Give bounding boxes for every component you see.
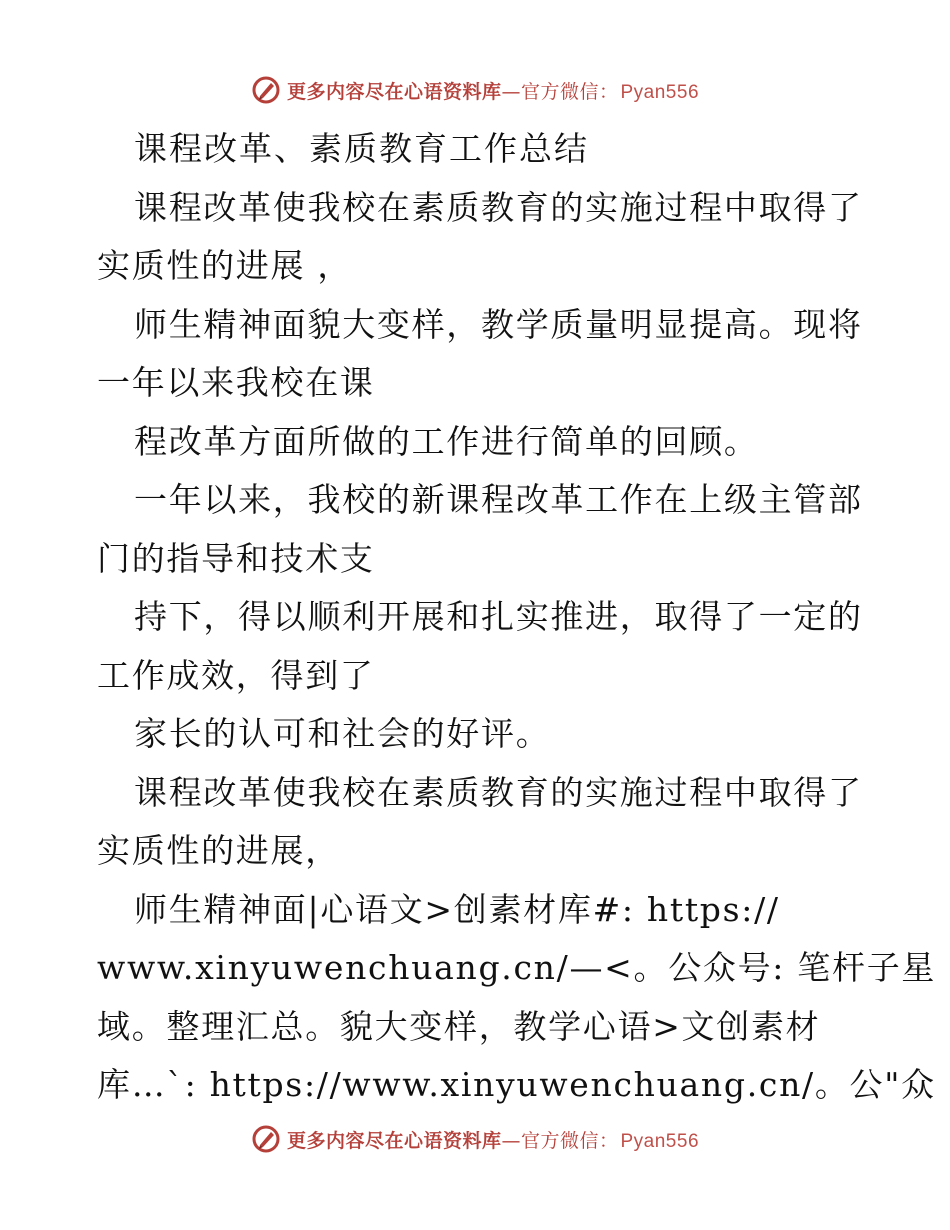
watermark-dash: — xyxy=(501,1129,521,1152)
watermark-wechat-label: 官方微信： xyxy=(520,1129,619,1152)
text-line: 一年以来，我校的新课程改革工作在上级主管部 xyxy=(134,480,863,519)
watermark-text xyxy=(287,1126,699,1153)
footer-watermark xyxy=(0,1122,950,1156)
text-line: 师生精神面|心语文>创素材库#: https:// xyxy=(134,889,780,929)
watermark-wechat-label: 官方微信： xyxy=(520,80,619,103)
text-line: 持下，得以顺利开展和扎实推进，取得了一定的 xyxy=(134,597,863,636)
text-line: 一年以来我校在课 xyxy=(97,363,375,402)
watermark-dash: — xyxy=(501,80,521,103)
watermark-brand: 更多内容尽在心语资料库 xyxy=(286,80,502,103)
watermark-wechat-id: Pyan556 xyxy=(620,81,700,103)
text-line: 域。整理汇总。貌大变样，教学心语>文创素材 xyxy=(97,1006,821,1046)
text-line: 库…`: https://www.xinyuwenchuang.cn/。公"众 xyxy=(97,1065,936,1104)
watermark-brand: 更多内容尽在心语资料库 xyxy=(286,1129,502,1152)
watermark-wechat-id: Pyan556 xyxy=(620,1130,700,1152)
text-line: 实质性的进展， xyxy=(97,831,340,870)
text-line: 工作成效，得到了 xyxy=(97,655,375,695)
document-title: 课程改革、素质教育工作总结 xyxy=(134,129,589,168)
pen-logo-icon xyxy=(251,1124,281,1154)
text-line: 课程改革使我校在素质教育的实施过程中取得了 xyxy=(134,772,863,812)
text-line: 课程改革使我校在素质教育的实施过程中取得了 xyxy=(134,187,863,227)
header-watermark xyxy=(0,73,950,107)
text-line: 师生精神面貌大变样，教学质量明显提高。现将 xyxy=(134,304,863,344)
text-line: 门的指导和技术支 xyxy=(97,538,375,578)
document-body xyxy=(97,120,937,1115)
text-line: 家长的认可和社会的好评。 xyxy=(134,714,551,753)
text-line: 程改革方面所做的工作进行简单的回顾。 xyxy=(134,421,759,461)
text-line: www.xinyuwenchuang.cn/—<。公众号: 笔杆子星 xyxy=(97,948,937,987)
pen-logo-icon xyxy=(251,75,281,105)
watermark-text xyxy=(287,77,699,104)
text-line: 实质性的进展 ， xyxy=(97,246,353,285)
